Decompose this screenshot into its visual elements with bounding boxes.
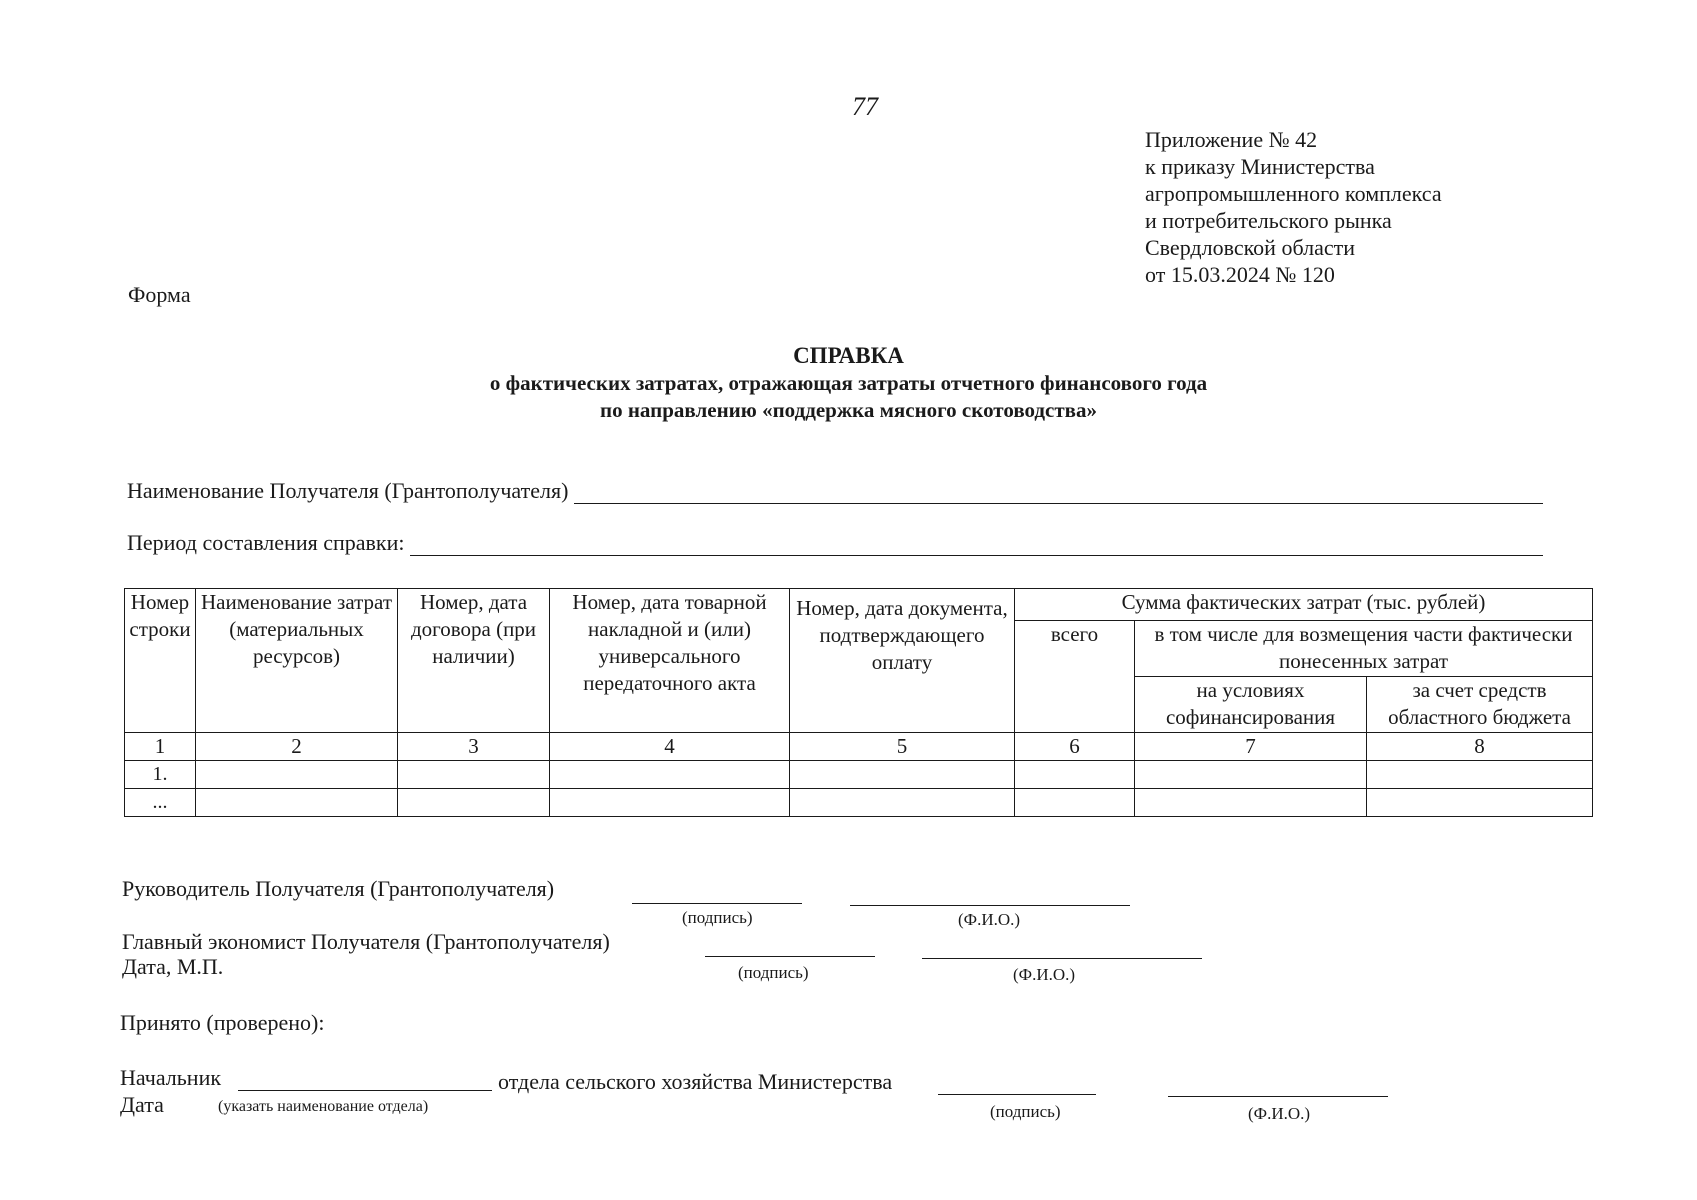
chief-signature-line[interactable] [938,1093,1096,1095]
header-invoice: Номер, дата товарной накладной и (или) универсального передаточного акта [550,589,790,733]
table-cell[interactable] [196,789,398,817]
page-number: 77 [852,92,878,121]
recipient-label: Наименование Получателя (Грантополучателя) [127,478,569,503]
table-cell[interactable] [1135,789,1367,817]
column-number: 5 [790,733,1015,761]
appendix-line: Свердловской области [1145,235,1355,260]
table-cell[interactable] [398,761,550,789]
header-regional-budget: за счет средств областного бюджета [1367,677,1593,733]
header-total: всего [1015,621,1135,733]
head-label: Руководитель Получателя (Грантополучателя) [122,876,555,901]
title-line: по направлению «поддержка мясного скотоводства» [599,398,1098,422]
head-signature-line[interactable] [632,902,802,904]
date-label: Дата [120,1092,164,1117]
header-cost-name: Наименование затрат (материальных ресурсов) [196,589,398,733]
date-mp-label: Дата, М.П. [122,954,224,979]
recipient-blank-line[interactable] [574,483,1543,504]
row-number-cell: ... [125,789,196,817]
fio-caption: (Ф.И.О.) [1248,1104,1311,1123]
column-number: 8 [1367,733,1593,761]
column-number: 3 [398,733,550,761]
appendix-line: от 15.03.2024 № 120 [1145,262,1335,287]
table-cell[interactable] [790,789,1015,817]
column-number: 4 [550,733,790,761]
header-contract: Номер, дата договора (при наличии) [398,589,550,733]
row-number-cell: 1. [125,761,196,789]
fio-caption: (Ф.И.О.) [1013,965,1076,984]
column-number: 1 [125,733,196,761]
header-cofinancing: на условиях софинансирования [1135,677,1367,733]
appendix-line: агропромышленного комплекса [1145,181,1442,206]
table-cell[interactable] [1367,789,1593,817]
period-blank-line[interactable] [410,535,1543,556]
recipient-field [127,478,1543,504]
economist-label: Главный экономист Получателя (Грантополучателя) [122,929,610,954]
signature-caption: (подпись) [990,1102,1061,1121]
appendix-line: и потребительского рынка [1145,208,1392,233]
department-caption: (указать наименование отдела) [218,1098,429,1115]
header-sum-group: Сумма фактических затрат (тыс. рублей) [1015,589,1593,621]
title-line: о фактических затратах, отражающая затраты отчетного финансового года [489,371,1208,395]
department-text: отдела сельского хозяйства Министерства [498,1069,893,1094]
table-cell[interactable] [1135,761,1367,789]
table-cell[interactable] [550,761,790,789]
header-row-number: Номер строки [125,589,196,733]
form-label: Форма [128,282,191,307]
table-cell[interactable] [1367,761,1593,789]
period-label: Период составления справки: [127,530,405,555]
table-cell[interactable] [790,761,1015,789]
appendix-note [1145,126,1442,288]
appendix-line: к приказу Министерства [1145,154,1375,179]
table-cell[interactable] [550,789,790,817]
department-name-line[interactable] [238,1089,492,1091]
title-line: СПРАВКА [793,343,904,368]
table-cell[interactable] [398,789,550,817]
column-number: 7 [1135,733,1367,761]
economist-signature-line[interactable] [705,955,875,957]
head-fio-line[interactable] [850,904,1130,906]
header-including: в том числе для возмещения части фактически понесенных затрат [1135,621,1593,677]
signature-caption: (подпись) [738,963,809,982]
costs-table [124,588,1593,817]
chief-fio-line[interactable] [1168,1095,1388,1097]
table-row [125,789,1593,817]
fio-caption: (Ф.И.О.) [958,910,1021,929]
column-number: 2 [196,733,398,761]
table-cell[interactable] [1015,761,1135,789]
table-cell[interactable] [1015,789,1135,817]
document-title [0,342,1697,424]
appendix-line: Приложение № 42 [1145,127,1318,152]
table-row [125,761,1593,789]
chief-label: Начальник [120,1065,222,1090]
period-field [127,530,1543,556]
column-number: 6 [1015,733,1135,761]
table-cell[interactable] [196,761,398,789]
economist-fio-line[interactable] [922,957,1202,959]
header-payment-document: Номер, дата документа, подтверждающего оплату [790,589,1015,733]
signature-caption: (подпись) [682,908,753,927]
accepted-label: Принято (проверено): [120,1010,325,1035]
